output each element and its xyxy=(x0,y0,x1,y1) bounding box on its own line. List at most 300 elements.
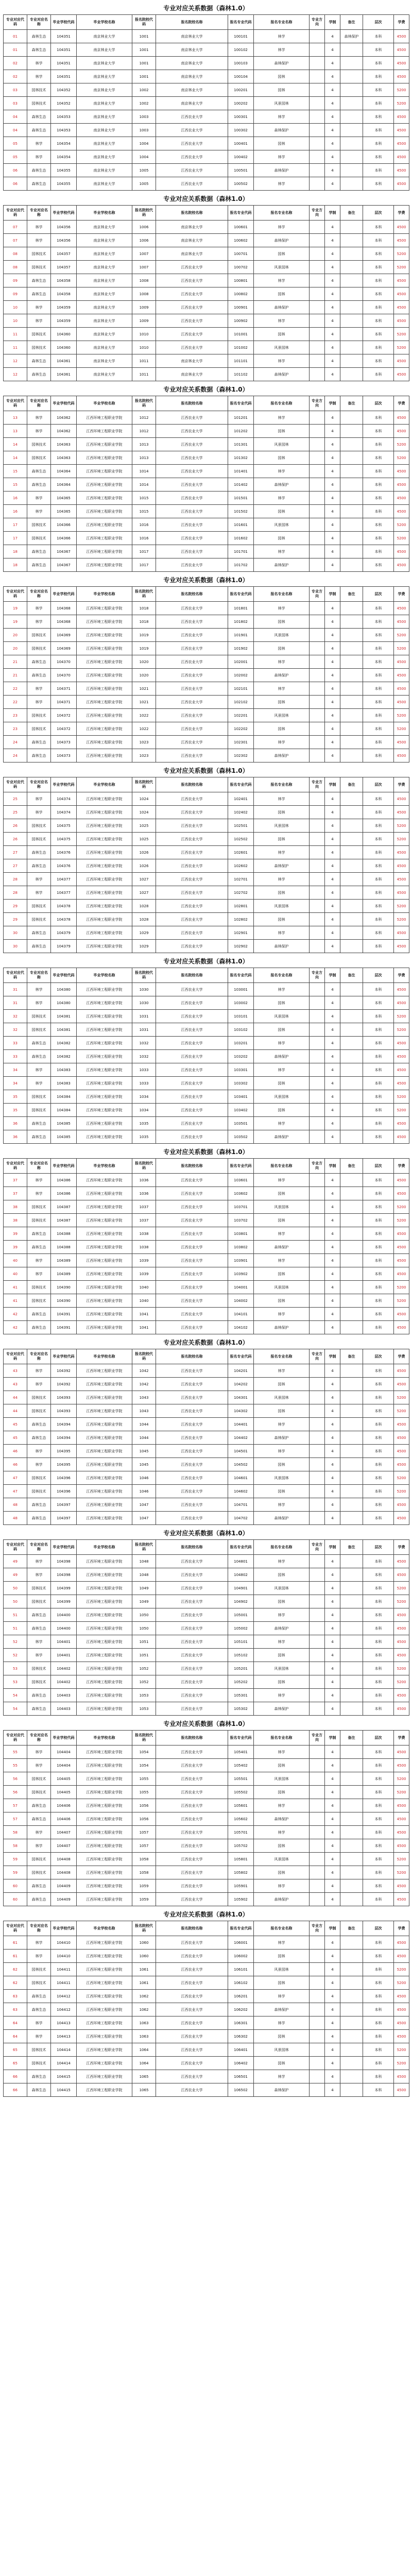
table-cell: 森林生态 xyxy=(27,1050,51,1063)
column-header: 层次 xyxy=(363,1731,394,1745)
page-title: 专业对应关系数据（森林1.0） xyxy=(163,5,249,12)
table-cell: 106502 xyxy=(228,2083,254,2097)
table-cell: 53 xyxy=(4,1675,27,1689)
column-header: 层次 xyxy=(363,587,394,602)
table-cell xyxy=(340,1254,363,1267)
table-cell: 4 xyxy=(325,1010,340,1023)
table-cell: 4 xyxy=(325,328,340,341)
table-cell: 本科 xyxy=(363,2043,394,2057)
table-cell: 园林 xyxy=(254,247,310,261)
column-header: 报名专业名称 xyxy=(254,1731,310,1745)
table-row xyxy=(4,1635,409,1649)
table-cell xyxy=(310,1675,325,1689)
column-header: 报名院校代码 xyxy=(132,1349,156,1364)
table-cell: 4 xyxy=(325,83,340,97)
table-cell: 100103 xyxy=(228,57,254,70)
table-cell: 林学 xyxy=(27,1063,51,1077)
table-cell: 50 xyxy=(4,1595,27,1608)
table-cell: 5200 xyxy=(394,1772,409,1786)
table-cell: 104364 xyxy=(51,478,77,492)
column-header: 报名院校代码 xyxy=(132,15,156,30)
table-cell: 104901 xyxy=(228,1582,254,1595)
table-cell: 本科 xyxy=(363,749,394,762)
table-cell: 16 xyxy=(4,492,27,505)
table-cell: 林学 xyxy=(254,1445,310,1458)
column-header: 专业对应代码 xyxy=(4,777,27,792)
table-cell: 104411 xyxy=(51,1963,77,1976)
table-cell: 本科 xyxy=(363,602,394,615)
table-cell: 南京林业大学 xyxy=(77,137,132,150)
table-cell: 103902 xyxy=(228,1267,254,1281)
table-row xyxy=(4,247,409,261)
table-cell: 1027 xyxy=(132,873,156,886)
table-cell: 4500 xyxy=(394,669,409,682)
table-cell: 江西农业大学 xyxy=(156,2016,228,2030)
table-cell: 森林生态 xyxy=(27,1418,51,1431)
table-cell: 4 xyxy=(325,411,340,425)
table-cell: 104360 xyxy=(51,328,77,341)
table-cell: 江西农业大学 xyxy=(156,177,228,191)
table-cell: 106201 xyxy=(228,1990,254,2003)
table-cell: 58 xyxy=(4,1826,27,1839)
table-cell: 林学 xyxy=(254,655,310,669)
table-cell: 本科 xyxy=(363,1241,394,1254)
column-header: 报名专业名称 xyxy=(254,1921,310,1936)
table-cell: 江西农业大学 xyxy=(156,1267,228,1281)
table-cell: 江西农业大学 xyxy=(156,1568,228,1582)
table-cell: 森林保护 xyxy=(254,1321,310,1334)
table-row xyxy=(4,1675,409,1689)
table-cell: 江西农业大学 xyxy=(156,873,228,886)
table-cell: 4 xyxy=(325,1662,340,1675)
table-cell: 园林 xyxy=(254,1976,310,1990)
table-cell: 园林技术 xyxy=(27,900,51,913)
table-cell: 江西农业大学 xyxy=(156,736,228,749)
table-cell xyxy=(340,1879,363,1893)
table-cell xyxy=(310,1772,325,1786)
table-cell: 本科 xyxy=(363,1214,394,1227)
table-cell: 园林技术 xyxy=(27,1582,51,1595)
table-cell: 22 xyxy=(4,696,27,709)
table-cell: 104392 xyxy=(51,1378,77,1391)
table-cell: 4 xyxy=(325,1799,340,1812)
table-cell xyxy=(310,709,325,722)
table-cell: 102701 xyxy=(228,873,254,886)
table-cell: 林学 xyxy=(27,57,51,70)
table-cell: 104412 xyxy=(51,2003,77,2016)
table-cell: 江西环境工程职业学院 xyxy=(77,1675,132,1689)
table-cell: 4 xyxy=(325,1893,340,1906)
table-cell: 105402 xyxy=(228,1759,254,1772)
table-cell xyxy=(340,328,363,341)
table-cell: 4 xyxy=(325,2083,340,2097)
table-cell: 本科 xyxy=(363,1976,394,1990)
table-cell: 104358 xyxy=(51,274,77,287)
table-cell xyxy=(340,1104,363,1117)
table-cell: 104404 xyxy=(51,1759,77,1772)
table-cell: 102001 xyxy=(228,655,254,669)
table-cell: 森林生态 xyxy=(27,1893,51,1906)
table-cell: 本科 xyxy=(363,1200,394,1214)
table-row xyxy=(4,2057,409,2070)
table-cell: 5200 xyxy=(394,1595,409,1608)
table-cell: 江西环境工程职业学院 xyxy=(77,1104,132,1117)
table-cell: 林学 xyxy=(254,545,310,558)
table-cell: 林学 xyxy=(254,1037,310,1050)
table-cell: 100102 xyxy=(228,43,254,57)
table-cell xyxy=(340,1241,363,1254)
table-cell: 江西农业大学 xyxy=(156,1104,228,1117)
table-cell: 本科 xyxy=(363,287,394,301)
table-cell: 本科 xyxy=(363,301,394,314)
table-cell xyxy=(340,1963,363,1976)
table-cell: 104378 xyxy=(51,900,77,913)
table-cell: 105902 xyxy=(228,1893,254,1906)
table-cell xyxy=(340,465,363,478)
table-cell: 104365 xyxy=(51,492,77,505)
table-cell: 江西农业大学 xyxy=(156,124,228,137)
table-cell: 4 xyxy=(325,1174,340,1187)
table-cell: 本科 xyxy=(363,1281,394,1294)
table-cell: 林学 xyxy=(27,150,51,164)
table-cell: 104401 xyxy=(51,1649,77,1662)
table-row xyxy=(4,900,409,913)
table-cell: 104101 xyxy=(228,1308,254,1321)
table-cell: 森林生态 xyxy=(27,558,51,572)
table-cell: 4500 xyxy=(394,655,409,669)
column-header: 毕业学校名称 xyxy=(77,1159,132,1174)
table-cell: 森林保护 xyxy=(254,124,310,137)
table-cell: 园林 xyxy=(254,1485,310,1498)
table-cell: 林学 xyxy=(254,1498,310,1512)
table-cell: 36 xyxy=(4,1130,27,1144)
table-cell: 101101 xyxy=(228,354,254,368)
table-cell: 101001 xyxy=(228,328,254,341)
table-cell: 江西环境工程职业学院 xyxy=(77,1893,132,1906)
table-cell: 4 xyxy=(325,1649,340,1662)
table-cell: 23 xyxy=(4,722,27,736)
table-cell: 104374 xyxy=(51,792,77,806)
table-cell: 104392 xyxy=(51,1364,77,1378)
table-cell: 101702 xyxy=(228,558,254,572)
table-cell xyxy=(310,124,325,137)
table-cell: 1048 xyxy=(132,1568,156,1582)
table-cell: 106401 xyxy=(228,2043,254,2057)
table-cell: 南京林业大学 xyxy=(156,97,228,110)
table-cell: 103802 xyxy=(228,1241,254,1254)
table-cell: 本科 xyxy=(363,438,394,451)
column-header: 报名院校代码 xyxy=(132,587,156,602)
table-cell: 5200 xyxy=(394,900,409,913)
table-cell: 55 xyxy=(4,1745,27,1759)
table-cell: 江西环境工程职业学院 xyxy=(77,1471,132,1485)
column-header: 专业对应名称 xyxy=(27,206,51,221)
table-cell: 49 xyxy=(4,1555,27,1568)
table-row xyxy=(4,1445,409,1458)
table-cell: 105002 xyxy=(228,1622,254,1635)
column-header: 学费 xyxy=(394,777,409,792)
table-row xyxy=(4,886,409,900)
table-cell xyxy=(310,425,325,438)
table-cell: 104414 xyxy=(51,2043,77,2057)
table-cell: 江西环境工程职业学院 xyxy=(77,1799,132,1812)
table-cell: 66 xyxy=(4,2083,27,2097)
table-cell: 104373 xyxy=(51,749,77,762)
table-cell: 104397 xyxy=(51,1498,77,1512)
table-cell: 本科 xyxy=(363,518,394,532)
table-cell: 4 xyxy=(325,274,340,287)
table-cell xyxy=(340,1431,363,1445)
table-cell: 本科 xyxy=(363,558,394,572)
table-row xyxy=(4,1214,409,1227)
table-cell: 1034 xyxy=(132,1104,156,1117)
table-cell: 江西农业大学 xyxy=(156,2003,228,2016)
table-cell: 03 xyxy=(4,83,27,97)
column-header: 备注 xyxy=(340,777,363,792)
table-cell: 4500 xyxy=(394,1990,409,2003)
table-cell: 4500 xyxy=(394,287,409,301)
table-cell: 105801 xyxy=(228,1853,254,1866)
correspondence-table xyxy=(3,14,409,191)
table-cell: 本科 xyxy=(363,1498,394,1512)
table-cell: 江西环境工程职业学院 xyxy=(77,1662,132,1675)
table-cell: 105701 xyxy=(228,1826,254,1839)
table-cell xyxy=(340,1471,363,1485)
table-cell: 森林生态 xyxy=(27,669,51,682)
table-cell: 1035 xyxy=(132,1117,156,1130)
table-cell: 林学 xyxy=(27,1759,51,1772)
table-cell: 5200 xyxy=(394,1976,409,1990)
table-cell: 4 xyxy=(325,492,340,505)
page-title: 专业对应关系数据（森林1.0） xyxy=(163,1911,249,1918)
table-cell xyxy=(340,2043,363,2057)
table-row xyxy=(4,1582,409,1595)
table-cell: 4 xyxy=(325,1364,340,1378)
table-cell: 4 xyxy=(325,1200,340,1214)
table-cell: 1021 xyxy=(132,696,156,709)
table-cell: 江西环境工程职业学院 xyxy=(77,655,132,669)
table-cell xyxy=(310,341,325,354)
table-row xyxy=(4,913,409,926)
column-header: 报名院校名称 xyxy=(156,968,228,983)
table-cell: 4 xyxy=(325,478,340,492)
table-cell: 本科 xyxy=(363,1445,394,1458)
table-cell: 园林技术 xyxy=(27,247,51,261)
table-cell: 森林生态 xyxy=(27,465,51,478)
table-cell: 本科 xyxy=(363,1174,394,1187)
table-cell: 本科 xyxy=(363,1595,394,1608)
table-cell: 江西环境工程职业学院 xyxy=(77,1555,132,1568)
table-cell: 森林保护 xyxy=(254,1622,310,1635)
table-cell: 林学 xyxy=(254,1117,310,1130)
table-cell xyxy=(310,2083,325,2097)
table-cell: 1049 xyxy=(132,1595,156,1608)
column-header: 报名专业代码 xyxy=(228,15,254,30)
table-cell: 4 xyxy=(325,1702,340,1716)
table-cell: 104351 xyxy=(51,57,77,70)
table-cell: 本科 xyxy=(363,2057,394,2070)
table-cell xyxy=(340,859,363,873)
table-cell: 本科 xyxy=(363,1187,394,1200)
table-cell: 1014 xyxy=(132,465,156,478)
table-row xyxy=(4,43,409,57)
table-cell: 江西环境工程职业学院 xyxy=(77,1117,132,1130)
table-cell: 4 xyxy=(325,1023,340,1037)
table-cell: 1037 xyxy=(132,1214,156,1227)
table-row xyxy=(4,2083,409,2097)
table-cell: 4 xyxy=(325,642,340,655)
table-cell: 4 xyxy=(325,1241,340,1254)
table-cell: 江西农业大学 xyxy=(156,642,228,655)
table-cell: 4500 xyxy=(394,1649,409,1662)
table-cell: 南京林业大学 xyxy=(77,83,132,97)
table-cell: 4 xyxy=(325,354,340,368)
table-cell: 104387 xyxy=(51,1200,77,1214)
table-cell: 104357 xyxy=(51,261,77,274)
table-row xyxy=(4,1063,409,1077)
table-cell: 1059 xyxy=(132,1893,156,1906)
table-cell xyxy=(340,221,363,234)
table-cell: 4 xyxy=(325,1608,340,1622)
table-cell: 4 xyxy=(325,940,340,953)
table-cell: 江西农业大学 xyxy=(156,558,228,572)
table-row xyxy=(4,709,409,722)
table-cell: 12 xyxy=(4,368,27,381)
table-cell: 本科 xyxy=(363,70,394,83)
table-cell: 森林生态 xyxy=(27,1622,51,1635)
table-cell: 林学 xyxy=(254,492,310,505)
table-cell xyxy=(340,411,363,425)
table-cell: 4 xyxy=(325,749,340,762)
table-cell: 104403 xyxy=(51,1702,77,1716)
table-cell: 104402 xyxy=(51,1675,77,1689)
table-cell: 园林技术 xyxy=(27,1675,51,1689)
table-cell: 100901 xyxy=(228,301,254,314)
table-cell: 1050 xyxy=(132,1622,156,1635)
column-header: 报名专业名称 xyxy=(254,777,310,792)
table-cell: 南京林业大学 xyxy=(77,354,132,368)
table-cell: 江西环境工程职业学院 xyxy=(77,1963,132,1976)
table-cell: 103501 xyxy=(228,1117,254,1130)
column-header: 报名院校代码 xyxy=(132,1731,156,1745)
table-cell: 森林生态 xyxy=(27,1512,51,1525)
table-cell: 104385 xyxy=(51,1117,77,1130)
table-cell: 100602 xyxy=(228,234,254,247)
table-cell: 本科 xyxy=(363,354,394,368)
table-cell: 林学 xyxy=(27,137,51,150)
table-cell xyxy=(340,150,363,164)
table-cell: 101402 xyxy=(228,478,254,492)
table-cell: 园林 xyxy=(254,1404,310,1418)
table-cell: 本科 xyxy=(363,669,394,682)
table-cell: 35 xyxy=(4,1104,27,1117)
table-cell: 4 xyxy=(325,1568,340,1582)
table-cell xyxy=(310,1404,325,1418)
table-cell: 江西农业大学 xyxy=(156,1879,228,1893)
table-cell: 风景园林 xyxy=(254,97,310,110)
table-cell: 园林技术 xyxy=(27,1200,51,1214)
table-cell: 4500 xyxy=(394,70,409,83)
table-cell: 102801 xyxy=(228,900,254,913)
table-cell: 26 xyxy=(4,819,27,833)
table-cell: 森林生态 xyxy=(27,110,51,124)
table-cell: 本科 xyxy=(363,1649,394,1662)
table-cell: 103302 xyxy=(228,1077,254,1090)
table-cell: 4 xyxy=(325,261,340,274)
table-cell: 37 xyxy=(4,1187,27,1200)
table-cell: 5200 xyxy=(394,1281,409,1294)
table-row xyxy=(4,558,409,572)
table-cell: 4 xyxy=(325,1090,340,1104)
table-cell xyxy=(310,1568,325,1582)
table-cell: 4500 xyxy=(394,696,409,709)
table-cell: 1044 xyxy=(132,1431,156,1445)
table-cell: 南京林业大学 xyxy=(77,261,132,274)
table-cell: 江西环境工程职业学院 xyxy=(77,913,132,926)
table-cell: 101701 xyxy=(228,545,254,558)
table-cell: 江西环境工程职业学院 xyxy=(77,1214,132,1227)
table-cell: 104702 xyxy=(228,1512,254,1525)
table-row xyxy=(4,274,409,287)
table-cell: 60 xyxy=(4,1893,27,1906)
table-cell xyxy=(340,1267,363,1281)
table-cell: 103801 xyxy=(228,1227,254,1241)
table-cell: 南京林业大学 xyxy=(156,247,228,261)
table-cell: 103901 xyxy=(228,1254,254,1267)
table-cell: 本科 xyxy=(363,545,394,558)
table-row xyxy=(4,492,409,505)
table-cell: 本科 xyxy=(363,1622,394,1635)
table-cell: 1047 xyxy=(132,1498,156,1512)
table-cell: 南京林业大学 xyxy=(77,30,132,43)
column-header: 报名专业代码 xyxy=(228,396,254,411)
table-cell: 100402 xyxy=(228,150,254,164)
table-cell: 104379 xyxy=(51,926,77,940)
table-cell: 104502 xyxy=(228,1458,254,1471)
table-cell: 5200 xyxy=(394,722,409,736)
table-cell: 104414 xyxy=(51,2057,77,2070)
table-cell xyxy=(310,545,325,558)
table-cell: 48 xyxy=(4,1498,27,1512)
table-cell: 江西农业大学 xyxy=(156,983,228,996)
table-cell: 森林生态 xyxy=(27,1241,51,1254)
table-cell: 林学 xyxy=(27,1649,51,1662)
table-row xyxy=(4,301,409,314)
table-cell: 101201 xyxy=(228,411,254,425)
table-cell: 104356 xyxy=(51,234,77,247)
table-cell: 园林技术 xyxy=(27,629,51,642)
table-cell: 风景园林 xyxy=(254,1853,310,1866)
table-cell: 林学 xyxy=(27,221,51,234)
table-cell: 园林 xyxy=(254,1077,310,1090)
table-cell: 50 xyxy=(4,1582,27,1595)
table-cell: 4 xyxy=(325,1826,340,1839)
table-cell: 江西农业大学 xyxy=(156,1187,228,1200)
table-cell: 森林生态 xyxy=(27,1227,51,1241)
table-cell: 4 xyxy=(325,314,340,328)
column-header: 学制 xyxy=(325,1159,340,1174)
table-cell: 4500 xyxy=(394,545,409,558)
table-cell: 本科 xyxy=(363,1458,394,1471)
table-cell: 104382 xyxy=(51,1037,77,1050)
table-cell: 4 xyxy=(325,2016,340,2030)
table-cell xyxy=(340,1404,363,1418)
table-cell: 园林技术 xyxy=(27,722,51,736)
column-header: 专业方向 xyxy=(310,968,325,983)
table-cell: 102702 xyxy=(228,886,254,900)
table-cell: 1063 xyxy=(132,2030,156,2043)
table-cell: 江西农业大学 xyxy=(156,1866,228,1879)
